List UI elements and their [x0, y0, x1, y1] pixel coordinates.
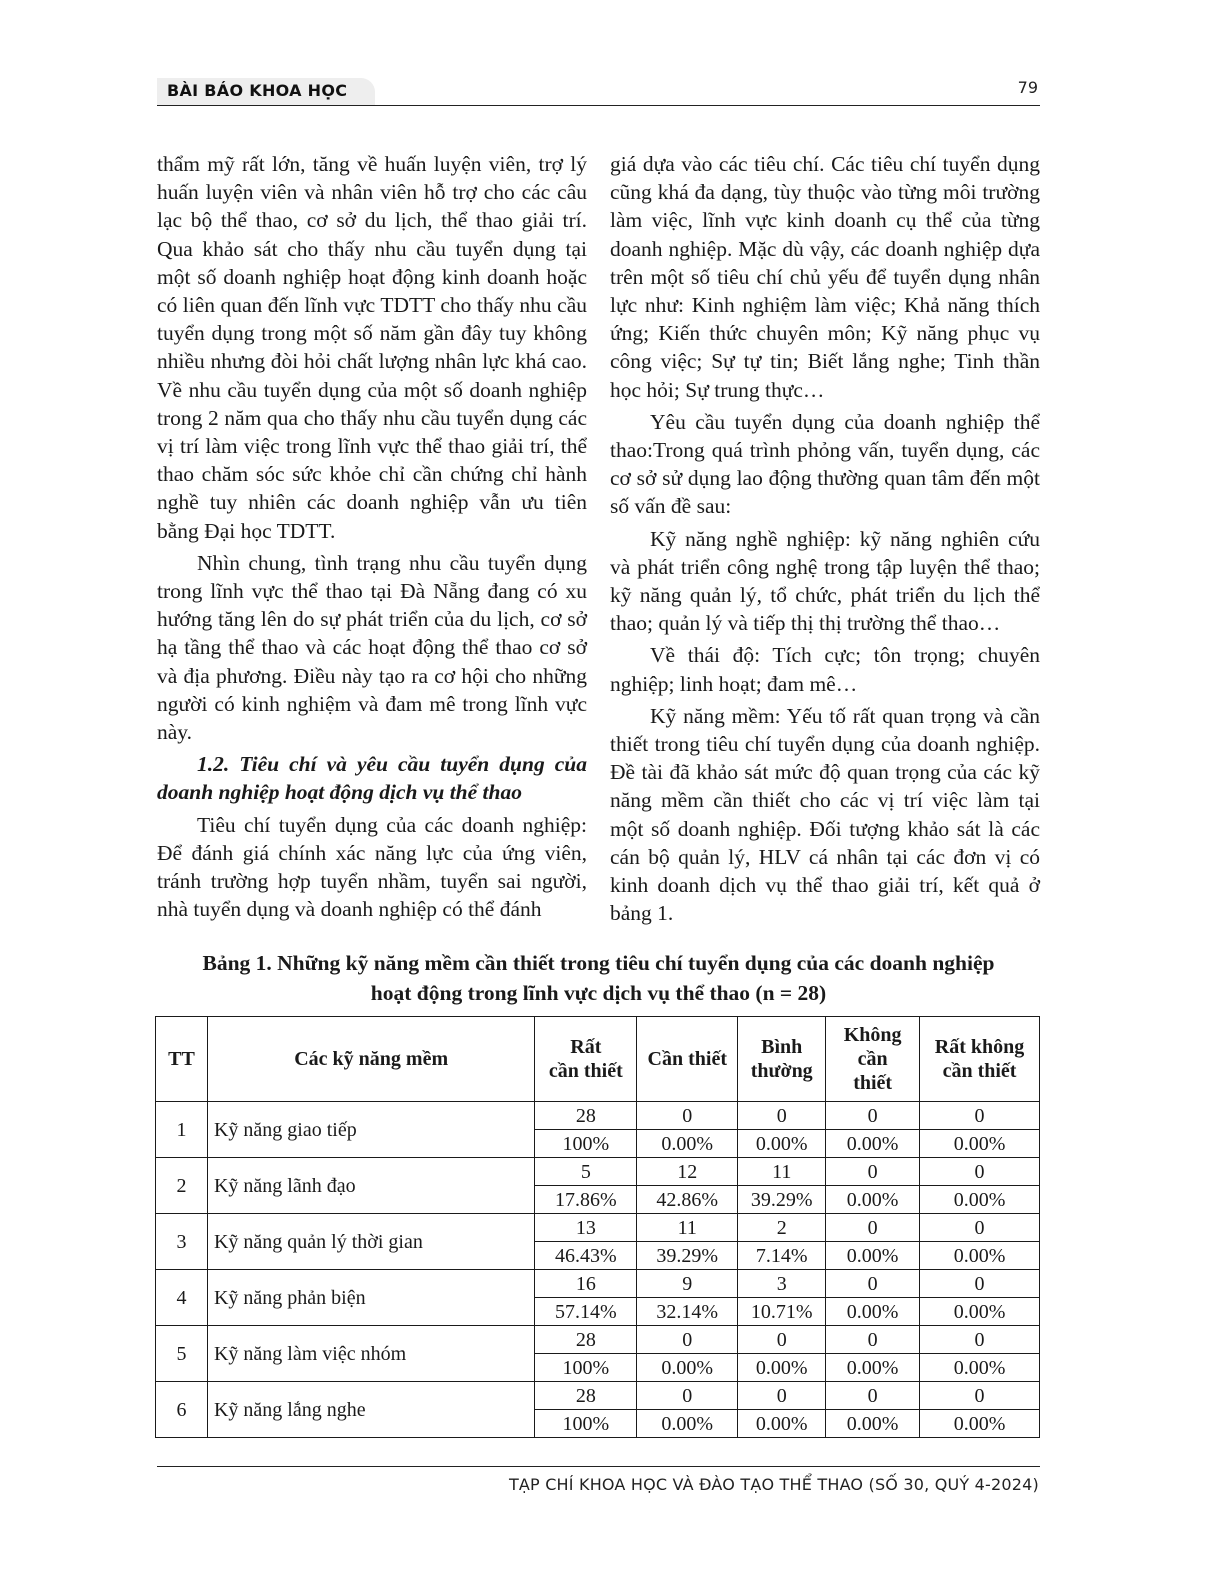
- count-cell: 0: [637, 1382, 738, 1410]
- percent-cell: 0.00%: [826, 1298, 920, 1326]
- percent-cell: 100%: [535, 1130, 637, 1158]
- section-heading: 1.2. Tiêu chí và yêu cầu tuyển dụng của doanh nghiệp hoạt động dịch vụ thể thao: [157, 752, 587, 805]
- count-cell: 0: [920, 1382, 1040, 1410]
- row-number: 1: [156, 1102, 208, 1158]
- percent-cell: 32.14%: [637, 1298, 738, 1326]
- header-divider: [157, 105, 1040, 106]
- percent-cell: 0.00%: [920, 1410, 1040, 1438]
- table-row: [156, 1214, 1040, 1242]
- footer-divider: [157, 1466, 1040, 1467]
- table-row: [156, 1102, 1040, 1130]
- percent-cell: 0.00%: [637, 1130, 738, 1158]
- percent-cell: 0.00%: [826, 1130, 920, 1158]
- percent-cell: 0.00%: [826, 1242, 920, 1270]
- percent-cell: 0.00%: [738, 1354, 826, 1382]
- percent-cell: 0.00%: [920, 1242, 1040, 1270]
- right-column: [610, 150, 1040, 927]
- percent-cell: 0.00%: [826, 1186, 920, 1214]
- count-cell: 16: [535, 1270, 637, 1298]
- paragraph: Về thái độ: Tích cực; tôn trọng; chuyên nghiệp; linh hoạt; đam mê…: [610, 643, 1040, 696]
- count-cell: 0: [920, 1270, 1040, 1298]
- count-cell: 5: [535, 1158, 637, 1186]
- count-cell: 0: [920, 1214, 1040, 1242]
- count-cell: 12: [637, 1158, 738, 1186]
- row-number: 6: [156, 1382, 208, 1438]
- table-row: [156, 1382, 1040, 1410]
- paragraph: thẩm mỹ rất lớn, tăng về huấn luyện viên, trợ lý huấn luyện viên và nhân viên hỗ trợ cho các câu lạc bộ thể thao, cơ sở du lịch, thể thao giải trí. Qua khảo sát cho thấy nhu cầu tuyển dụng tại một số doanh nghiệp hoạt động kinh doanh hoặc có liên quan đến lĩnh vực TDTT cho thấy nhu cầu tuyển dụng trong một số năm gần đây tuy không nhiều nhưng đòi hỏi chất lượng nhân lực khá cao. Về nhu cầu tuyển dụng của một số doanh nghiệp trong 2 năm qua cho thấy nhu cầu tuyển dụng các vị trí làm việc trong lĩnh vực thể thao giải trí, thể thao chăm sóc sức khỏe chỉ cần chứng chỉ hành nghề tuy nhiên các doanh nghiệp vẫn ưu tiên bằng Đại học TDTT.: [157, 152, 587, 543]
- percent-cell: 0.00%: [637, 1410, 738, 1438]
- journal-footer: TẠP CHÍ KHOA HỌC VÀ ĐÀO TẠO THỂ THAO (SỐ 30, QUÝ 4-2024): [508, 1475, 1039, 1494]
- left-column: [157, 150, 587, 923]
- header-not-necessary: Không cần thiết: [826, 1017, 920, 1102]
- header-tt: TT: [156, 1017, 208, 1102]
- count-cell: 0: [637, 1102, 738, 1130]
- header-very-unnecessary: Rất không cần thiết: [920, 1017, 1040, 1102]
- header-skill: Các kỹ năng mềm: [207, 1017, 534, 1102]
- row-number: 2: [156, 1158, 208, 1214]
- page-header: [157, 78, 1040, 108]
- row-number: 3: [156, 1214, 208, 1270]
- table-caption: [157, 948, 1040, 1008]
- paragraph: Kỹ năng nghề nghiệp: kỹ năng nghiên cứu và phát triển công nghệ trong tập luyện thể thao; kỹ năng quản lý, tổ chức, phát triển du lịch thể thao; quản lý và tiếp thị thị trường thể thao…: [610, 526, 1040, 636]
- count-cell: 0: [920, 1102, 1040, 1130]
- count-cell: 0: [738, 1102, 826, 1130]
- percent-cell: 0.00%: [920, 1298, 1040, 1326]
- skill-name: Kỹ năng giao tiếp: [207, 1102, 534, 1158]
- count-cell: 0: [637, 1326, 738, 1354]
- count-cell: 9: [637, 1270, 738, 1298]
- percent-cell: 0.00%: [920, 1130, 1040, 1158]
- section-label: BÀI BÁO KHOA HỌC: [167, 81, 348, 100]
- count-cell: 0: [826, 1158, 920, 1186]
- table-row: [156, 1158, 1040, 1186]
- skill-name: Kỹ năng phản biện: [207, 1270, 534, 1326]
- count-cell: 11: [637, 1214, 738, 1242]
- percent-cell: 17.86%: [535, 1186, 637, 1214]
- percent-cell: 0.00%: [738, 1130, 826, 1158]
- count-cell: 0: [826, 1326, 920, 1354]
- count-cell: 28: [535, 1102, 637, 1130]
- table-header-row: [156, 1017, 1040, 1102]
- count-cell: 0: [826, 1270, 920, 1298]
- skill-name: Kỹ năng lắng nghe: [207, 1382, 534, 1438]
- header-tab: [157, 78, 375, 105]
- percent-cell: 0.00%: [826, 1410, 920, 1438]
- count-cell: 2: [738, 1214, 826, 1242]
- percent-cell: 100%: [535, 1410, 637, 1438]
- paragraph: Yêu cầu tuyển dụng của doanh nghiệp thể thao:Trong quá trình phỏng vấn, tuyển dụng, các cơ sở sử dụng lao động thường quan tâm đến một số vấn đề sau:: [610, 409, 1040, 519]
- soft-skills-table: [155, 1016, 1040, 1438]
- caption-line: Bảng 1. Những kỹ năng mềm cần thiết trong tiêu chí tuyển dụng của các doanh nghiệp: [202, 951, 995, 975]
- count-cell: 0: [826, 1214, 920, 1242]
- count-cell: 0: [826, 1102, 920, 1130]
- percent-cell: 0.00%: [920, 1354, 1040, 1382]
- percent-cell: 0.00%: [637, 1354, 738, 1382]
- count-cell: 28: [535, 1326, 637, 1354]
- count-cell: 0: [826, 1382, 920, 1410]
- count-cell: 13: [535, 1214, 637, 1242]
- count-cell: 28: [535, 1382, 637, 1410]
- count-cell: 0: [920, 1158, 1040, 1186]
- header-very-necessary: Rất cần thiết: [535, 1017, 637, 1102]
- percent-cell: 0.00%: [826, 1354, 920, 1382]
- row-number: 4: [156, 1270, 208, 1326]
- percent-cell: 39.29%: [637, 1242, 738, 1270]
- percent-cell: 10.71%: [738, 1298, 826, 1326]
- skill-name: Kỹ năng làm việc nhóm: [207, 1326, 534, 1382]
- percent-cell: 100%: [535, 1354, 637, 1382]
- count-cell: 3: [738, 1270, 826, 1298]
- paragraph: Tiêu chí tuyển dụng của các doanh nghiệp: Để đánh giá chính xác năng lực của ứng viên, tránh trường hợp tuyển nhầm, tuyển sai người, nhà tuyển dụng và doanh nghiệp có thể đánh: [157, 812, 587, 922]
- percent-cell: 57.14%: [535, 1298, 637, 1326]
- page-number: 79: [1017, 78, 1038, 97]
- count-cell: 0: [738, 1382, 826, 1410]
- header-necessary: Cần thiết: [637, 1017, 738, 1102]
- caption-line: hoạt động trong lĩnh vực dịch vụ thể thao (n = 28): [370, 981, 827, 1005]
- percent-cell: 7.14%: [738, 1242, 826, 1270]
- skill-name: Kỹ năng lãnh đạo: [207, 1158, 534, 1214]
- percent-cell: 39.29%: [738, 1186, 826, 1214]
- table-row: [156, 1326, 1040, 1354]
- paragraph: Nhìn chung, tình trạng nhu cầu tuyển dụng trong lĩnh vực thể thao tại Đà Nẵng đang có xu hướng tăng lên do sự phát triển của du lịch, cơ sở hạ tầng thể thao và các hoạt động thể thao cơ sở và địa phương. Điều này tạo ra cơ hội cho những người có kinh nghiệm và đam mê trong lĩnh vực này.: [157, 550, 587, 745]
- count-cell: 0: [738, 1326, 826, 1354]
- percent-cell: 0.00%: [920, 1186, 1040, 1214]
- row-number: 5: [156, 1326, 208, 1382]
- percent-cell: 0.00%: [738, 1410, 826, 1438]
- percent-cell: 46.43%: [535, 1242, 637, 1270]
- header-normal: Bình thường: [738, 1017, 826, 1102]
- paragraph: Kỹ năng mềm: Yếu tố rất quan trọng và cần thiết trong tiêu chí tuyển dụng của doanh nghiệp. Đề tài đã khảo sát mức độ quan trọng của các kỹ năng mềm cần thiết cho các vị trí việc làm tại một số doanh nghiệp. Đối tượng khảo sát là các cán bộ quản lý, HLV cá nhân tại các đơn vị có kinh doanh dịch vụ thể thao giải trí, kết quả ở bảng 1.: [610, 703, 1040, 926]
- percent-cell: 42.86%: [637, 1186, 738, 1214]
- skill-name: Kỹ năng quản lý thời gian: [207, 1214, 534, 1270]
- count-cell: 11: [738, 1158, 826, 1186]
- paragraph: giá dựa vào các tiêu chí. Các tiêu chí tuyển dụng cũng khá đa dạng, tùy thuộc vào từng môi trường làm việc, lĩnh vực kinh doanh cụ thể của từng doanh nghiệp. Mặc dù vậy, các doanh nghiệp dựa trên một số tiêu chí chủ yếu để tuyển dụng nhân lực như: Kinh nghiệm làm việc; Khả năng thích ứng; Kiến thức chuyên môn; Kỹ năng phục vụ công việc; Sự tự tin; Biết lắng nghe; Tinh thần học hỏi; Sự trung thực…: [610, 152, 1040, 402]
- count-cell: 0: [920, 1326, 1040, 1354]
- table-row: [156, 1270, 1040, 1298]
